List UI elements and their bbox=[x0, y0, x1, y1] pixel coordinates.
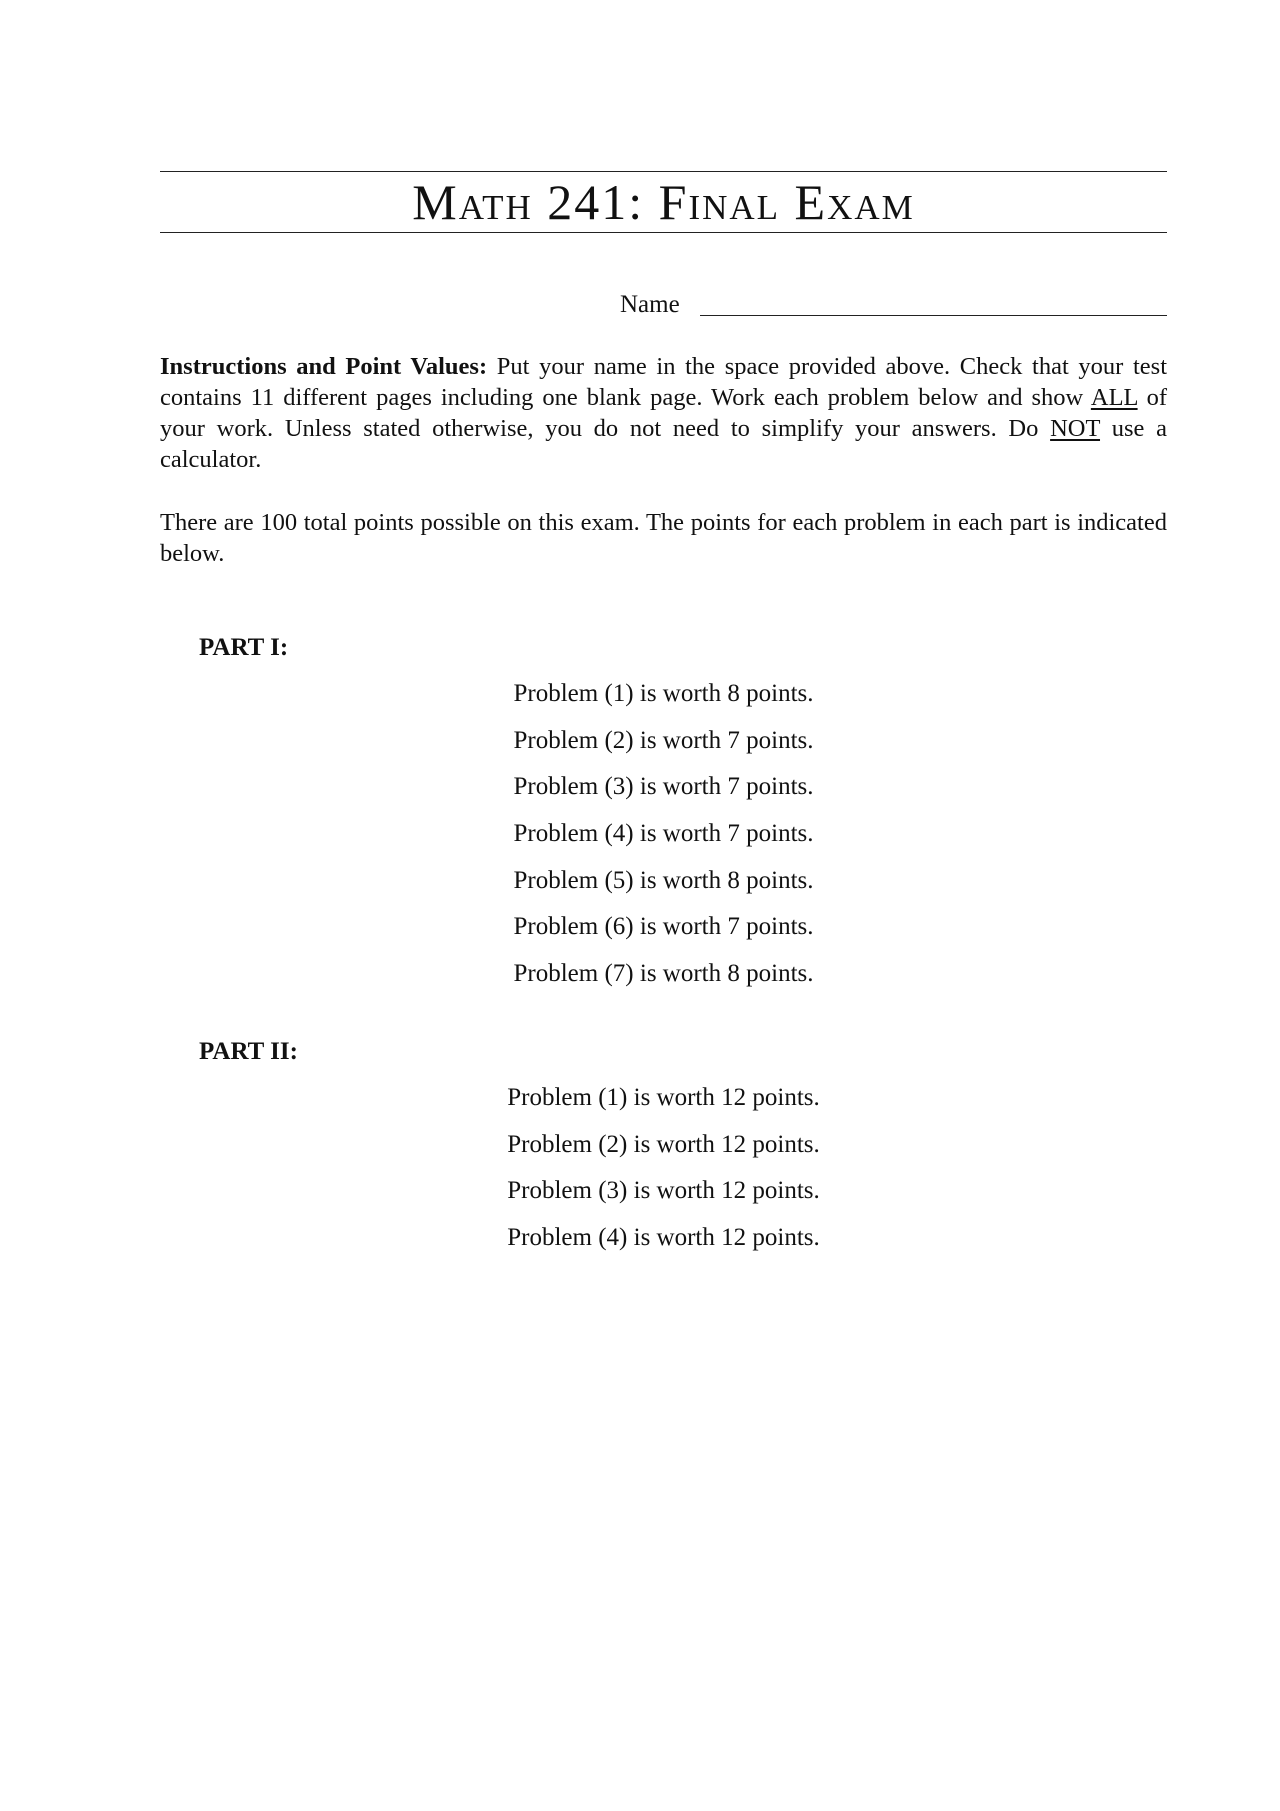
part-1-problem-list bbox=[160, 679, 1167, 1006]
part-2-problem-list bbox=[160, 1083, 1167, 1270]
name-label: Name bbox=[620, 291, 680, 318]
problem-points-item: Problem (6) is worth 7 points. bbox=[513, 913, 814, 941]
exam-cover-page bbox=[160, 0, 1167, 1811]
totals-paragraph: There are 100 total points possible on this exam. The points for each problem in each part is indicated below. bbox=[160, 509, 1167, 567]
part-1-heading: PART I: bbox=[199, 634, 289, 661]
problem-points-item: Problem (3) is worth 7 points. bbox=[513, 773, 814, 801]
emphasis-all: ALL bbox=[1090, 384, 1138, 411]
instructions-heading: Instructions and Point Values: bbox=[160, 353, 488, 380]
part-2-heading: PART II: bbox=[199, 1038, 298, 1065]
problem-points-item: Problem (4) is worth 7 points. bbox=[513, 820, 814, 848]
instructions-text-1: Put your name in the space provided above. Check that your test contains 11 different pages including one blank page. Work each problem below and show bbox=[160, 353, 1168, 411]
problem-points-item: Problem (1) is worth 8 points. bbox=[513, 680, 814, 707]
problem-points-item: Problem (7) is worth 8 points. bbox=[513, 960, 814, 988]
problem-points-item: Problem (4) is worth 12 points. bbox=[507, 1224, 820, 1252]
problem-points-item: Problem (1) is worth 12 points. bbox=[507, 1084, 820, 1111]
exam-title: Math 241: Final Exam bbox=[412, 174, 915, 230]
name-blank-line bbox=[700, 315, 1167, 316]
problem-points-item: Problem (3) is worth 12 points. bbox=[507, 1177, 820, 1205]
emphasis-not: NOT bbox=[1050, 415, 1101, 442]
problem-points-item: Problem (2) is worth 12 points. bbox=[507, 1130, 820, 1158]
instructions-paragraph bbox=[160, 351, 1167, 475]
instructions-text-2: of your work. Unless stated otherwise, you do not need to simplify your answers. Do bbox=[160, 384, 1167, 442]
problem-points-item: Problem (5) is worth 8 points. bbox=[513, 866, 814, 894]
title-band bbox=[160, 171, 1167, 233]
problem-points-item: Problem (2) is worth 7 points. bbox=[513, 726, 814, 754]
instructions-text-3: use a calculator. bbox=[160, 415, 1167, 473]
name-field bbox=[620, 290, 1167, 322]
